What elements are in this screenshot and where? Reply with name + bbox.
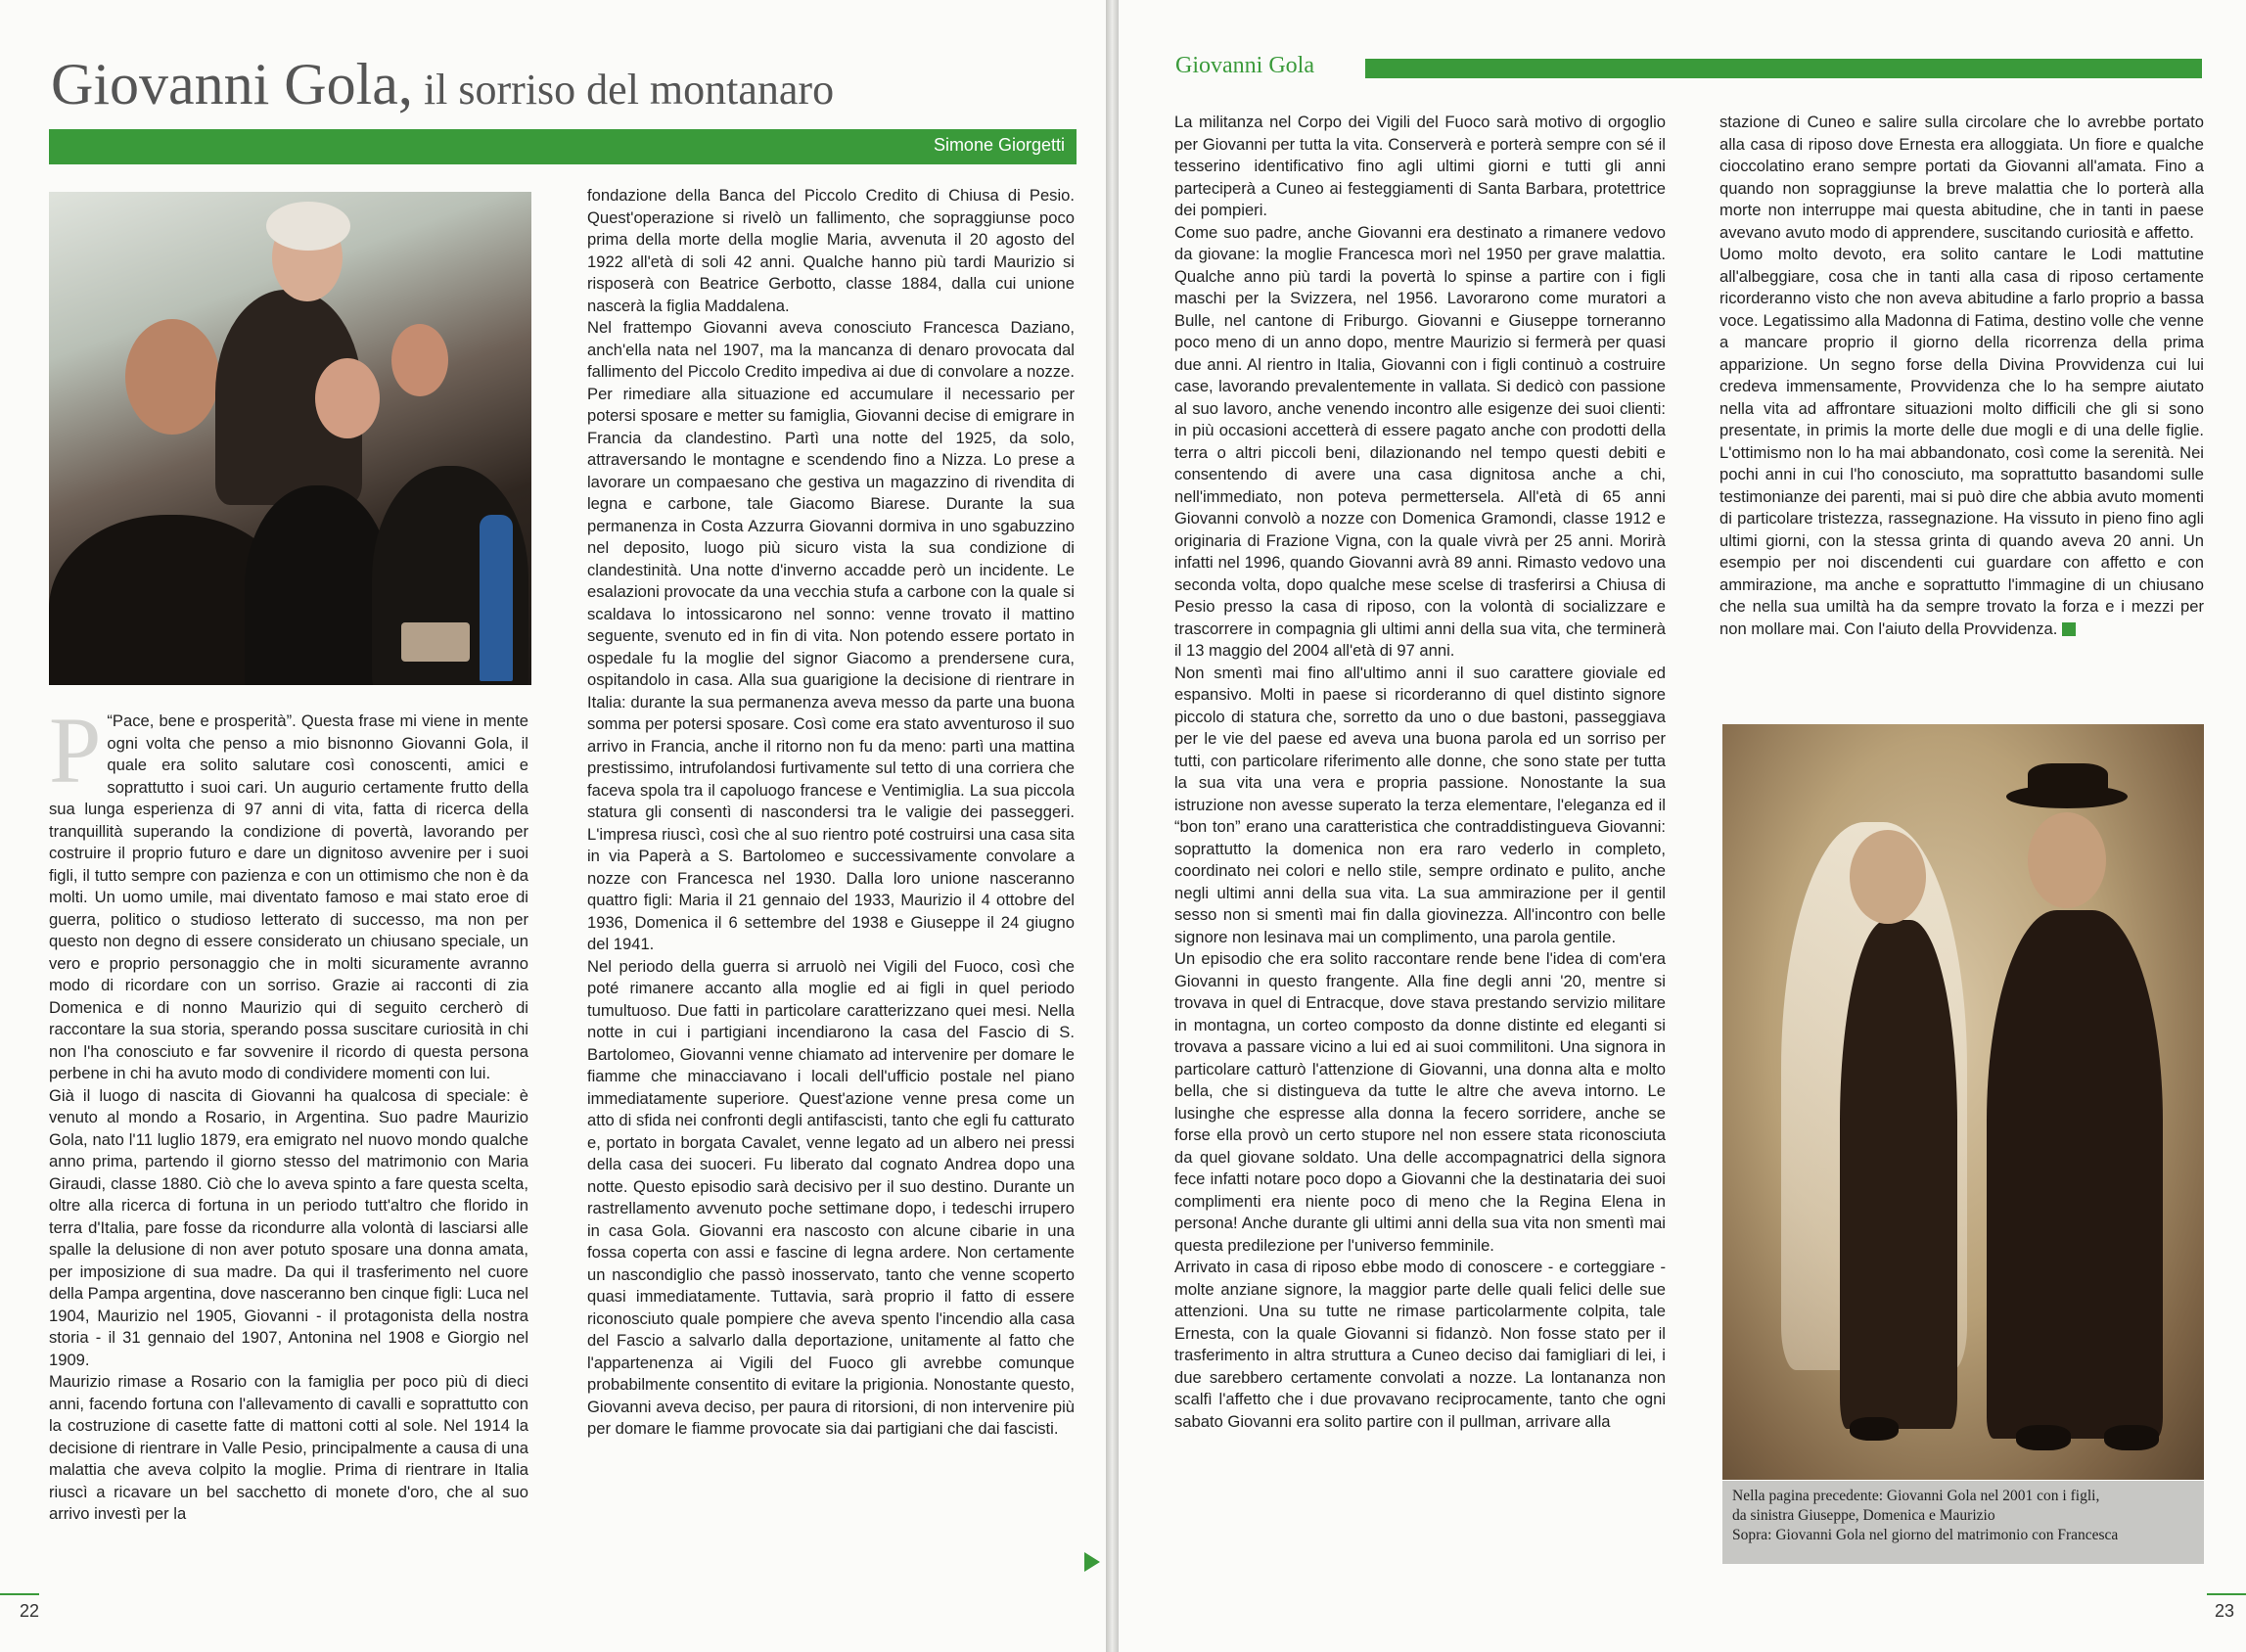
paragraph: Maurizio rimase a Rosario con la famiglia per poco più di dieci anni, facendo fortuna con l'allevamento di cavalli e soprattutto con la costruzione di casette fatte di mattoni cotti al sole. Nel 1914 la decisione di rientrare in Valle Pesio, principalmente a causa di una malattia che aveva colpito la moglie. Prima di rientrare in Italia riuscì a ricavare un bel sacchetto di monete d'oro, che al suo arrivo investì per la xyxy=(49,1372,528,1523)
paragraph: La militanza nel Corpo dei Vigili del Fuoco sarà motivo di orgoglio per Giovanni per tutta la vita. Conserverà e porterà sempre con sé il tesserino identificativo fino agli ultimi giorni e tutti gli anni parteciperà a Cuneo ai festeggiamenti di Santa Barbara, protettrice dei pompieri. xyxy=(1174,113,1666,219)
paragraph: Uomo molto devoto, era solito cantare le Lodi mattutine all'albeggiare, cosa che in tanti alla casa di riposo certamente ricorderanno visto che non aveva abitudine a farlo proprio a bassa voce. Legatissimo alla Madonna di Fatima, destino volle che venne a mancare proprio il giorno della ricorrenza della prima apparizione. Un segno forse della Divina Provvidenza cui lui credeva immensamente, Provvidenza che lo ha sempre aiutato nella vita ad affrontare situazioni molto difficili che gli si sono presentate, in primis la morte delle due mogli e di una delle figlie. L'ottimismo non lo ha mai abbandonato, così come la serenità. Nei pochi anni in cui l'ho conosciuto, ma soprattutto basandomi sulle testimonianze dei parenti, mai si può dire che abbia avuto momenti di particolare tristezza, rassegnazione. Ha vissuto in pieno fino agli ultimi giorni, con la stessa grinta di quando aveva 20 anni. Un esempio per noi discendenti cui guardare con affetto e con ammirazione, ma anche e soprattutto l'immagine di un chiusano che nella sua umiltà ha da sempre trovato la forza e i mezzi per non mollare mai. Con l'aiuto della Provvidenza. xyxy=(1719,245,2204,638)
left-column-2 xyxy=(587,185,1075,1441)
continue-arrow-icon xyxy=(1084,1552,1100,1572)
article-title xyxy=(51,51,834,118)
header-bar xyxy=(1365,59,2202,78)
paragraph: Un episodio che era solito raccontare rende bene l'idea di com'era Giovanni in questo frangente. Alla fine degli anni '20, mentre si trovava in quel di Entracque, dove stava prestando servizio militare in montagna, un corteo composto da donne distinte ed eleganti si trovava a passare vicino a lui ed ai suoi commilitoni. Una signora in particolare catturò l'attenzione di Giovanni, una donna alta e molto bella, che si distingueva da tutte le altre che aveva intorno. Le lusinghe che espresse alla donna la fecero sorridere, anche se forse ella provò un certo stupore nel non essere stata riconosciuta da quel giovane soldato. Una delle accompagnatrici della signora fece infatti notare poco dopo a Giovanni che la destinataria dei suoi complimenti era niente poco di meno che la Regina Elena in persona! Anche durante gli ultimi anni della sua vita non smentì mai questa predilezione per l'universo femminile. xyxy=(1174,949,1666,1255)
page-number: 23 xyxy=(2215,1601,2235,1621)
paragraph: Nel frattempo Giovanni aveva conosciuto Francesca Daziano, anch'ella nata nel 1907, ma la mancanza di denaro provocata dal fallimento del Piccolo Credito impediva ai due di convolare a nozze. Per rimediare alla situazione ed accumulare il necessario per potersi sposare e metter su famiglia, Giovanni decise di emigrare in Francia da clandestino. Partì una notte del 1925, da solo, attraversando le montagne e scendendo fino a Nizza. Lo prese a lavorare un compaesano che gestiva un magazzino di rivendita di legna e carbone, tale Giacomo Biarese. Durante la sua permanenza in Costa Azzurra Giovanni dormiva in uno sgabuzzino nel deposito, luogo più sicuro vista la sua condizione di clandestinità. Una notte d'inverno accadde però un incidente. Le esalazioni provocate da una vecchia stufa a carbone con la quale si scaldava lo intossicarono nel sonno: venne trovato il mattino seguente, svenuto ed in fin di vita. Non potendo essere portato in ospedale fu la moglie del signor Giacomo a prendersene cura, ospitandolo in casa. Alla sua guarigione la decisione di rientrare in Italia: durante la sua permanenza aveva messo da parte una buona somma per potersi sposare. Così come era stato avventuroso il suo arrivo in Francia, anche il ritorno non fu da meno: partì una mattina prestissimo, intrufolandosi furtivamente sul tetto di una corriera che faceva spola tra il capoluogo francese e Ventimiglia. La sua piccola statura gli consentì di nascondersi tra le valigie dei passeggeri. L'impresa riuscì, così che al suo rientro poté costruirsi una casa sita in via Paperà a S. Bartolomeo e successivamente convolare a nozze con Francesca nel 1930. Dalla loro unione nasceranno quattro figli: Maria il 21 gennaio del 1933, Maurizio il 4 ottobre del 1936, Domenica il 6 settembre del 1938 e Giuseppe il 24 giugno del 1941. xyxy=(587,318,1075,953)
caption-line: da sinistra Giuseppe, Domenica e Maurizio xyxy=(1732,1507,1995,1524)
photo-caption xyxy=(1722,1481,2204,1564)
paragraph: Nel periodo della guerra si arruolò nei Vigili del Fuoco, così che poté rimanere accanto alla moglie ed ai figli in quel periodo tumultuoso. Due fatti in particolare caratterizzano quei mesi. Nella notte in cui i partigiani incendiarono la casa del Fascio di S. Bartolomeo, Giovanni venne chiamato ad intervenire per domare le fiamme che minacciavano i locali dell'ufficio postale nel piano immediatamente superiore. Quest'azione venne presa come un atto di sfida nei confronti degli antifascisti, tanto che egli fu catturato e, portato in borgata Cavalet, venne legato ad un albero nei pressi della casa dei suoceri. Fu liberato dal cognato Andrea dopo una notte. Questo episodio sarà decisivo per il suo destino. Durante un rastrellamento avvenuto poche settimane dopo, i tedeschi irrupero in casa Gola. Giovanni era nascosto con alcune cibarie in una fossa coperta con assi e fascine di legna ardere. Non certamente un nascondiglio che passò inosservato, tanto che venne scoperto quasi immediatamente. Tuttavia, sarà proprio il fatto di essere riconosciuto quale pompiere che aveva spento l'incendio alla casa del Fascio a salvarlo dalla deportazione, unitamente al fatto che l'appartenenza ai Vigili del Fuoco gli avrebbe comunque probabilmente consentito di evitare la prigionia. Nonostante questo, Giovanni aveva deciso, per paura di ritorsioni, di non intervenire più per domare le fiamme provocate sia dai partigiani che dai fascisti. xyxy=(587,956,1075,1438)
right-column-1 xyxy=(1174,112,1666,1433)
wedding-photo xyxy=(1722,724,2204,1480)
left-page xyxy=(0,0,1106,1652)
paragraph: Già il luogo di nascita di Giovanni ha qualcosa di speciale: è venuto al mondo a Rosario, in Argentina. Suo padre Maurizio Gola, nato l'11 luglio 1879, era emigrato nel nuovo mondo qualche anno prima, partendo il giorno stesso del matrimonio con Maria Giraudi, classe 1880. Ciò che lo aveva spinto a fare questa scelta, oltre alla ricerca di fortuna in un periodo tutt'altro che florido in terra d'Italia, pare fosse da ricondurre alla volontà di lasciarsi alle spalle la delusione di non aver potuto sposare una donna amata, per imposizione di sua madre. Da qui il trasferimento nel cuore della Pampa argentina, dove nasceranno ben cinque figli: Luca nel 1904, Maurizio nel 1905, Giovanni - il protagonista della nostra storia - il 31 gennaio del 1907, Antonina nel 1908 e Giorgio nel 1909. xyxy=(49,1085,528,1369)
page-number-rule xyxy=(0,1593,39,1595)
paragraph: Arrivato in casa di riposo ebbe modo di conoscere - e corteggiare - molte anziane signore, la maggior parte delle quali felici delle sue attenzioni. Una su tutte ne rimase particolarmente colpita, tale Ernesta, con la quale Giovanni si fidanzò. Non fosse stato per il trasferimento in altra struttura a Cuneo deciso dai famigliari di lei, i due sarebbero certamente convolati a nozze. La lontananza non scalfì l'affetto che i due provavano reciprocamente, tanto che ogni sabato Giovanni era solito partire con il pullman, arrivare alla xyxy=(1174,1258,1666,1431)
page-number-rule xyxy=(2207,1593,2246,1595)
end-of-article-icon xyxy=(2062,622,2076,636)
paragraph: Come suo padre, anche Giovanni era destinato a rimanere vedovo da giovane: la moglie Francesca morì nel 1950 per grave malattia. Qualche anno più tardi la povertà lo spinse a partire con i figli maschi per la Svizzera, nel 1956. Lavorarono come muratori a Bulle, nel cantone di Friburgo. Giovanni e Giuseppe torneranno poco meno di un anno dopo, mentre Maurizio si fermerà per quasi due anni. Al rientro in Italia, Giovanni con i figli continuò a costruire case, lavorando prevalentemente in vallata. Si dedicò con passione al suo lavoro, anche venendo incontro alle esigenze dei suoi clienti: in più occasioni accetterà di essere pagato anche con prodotti della terra o altri piccoli beni, dilazionando nel tempo questi debiti e consentendo di avere una casa dignitosa anche a chi, nell'immediato, non poteva permettersela. All'età di 65 anni Giovanni convolò a nozze con Domenica Gramondi, classe 1912 e originaria di Frazione Vigna, con la quale vivrà per 25 anni. Morirà infatti nel 1996, quando Giovanni avrà 89 anni. Rimasto vedovo una seconda volta, dopo qualche mese scelse di trasferirsi a Chiusa di Pesio presso la casa di riposo, con la volontà di socializzare e trascorrere in compagnia gli ultimi anni della sua vita, che terminerà il 13 maggio del 2004 all'età di 97 anni. xyxy=(1174,222,1666,660)
paragraph: fondazione della Banca del Piccolo Credito di Chiusa di Pesio. Quest'operazione si rivelò un fallimento, che sopraggiunse poco prima della morte della moglie Maria, avvenuta il 20 agosto del 1922 all'età di soli 42 anni. Qualche hanno più tardi Maurizio si risposerà con Beatrice Gerbotto, classe 1884, dalla cui unione nascerà la figlia Maddalena. xyxy=(587,186,1075,315)
paragraph: P “Pace, bene e prosperità”. Questa frase mi viene in mente ogni volta che penso a mio bisnonno Giovanni Gola, il quale era solito salutare così conoscenti, amici e soprattutto i suoi cari. Un augurio certamente frutto della sua lunga esperienza di 97 anni di vita, fatta di ricerca della tranquillità superando la condizione di povertà, lavorando per costruire il proprio futuro e dare un dignitoso avvenire per i suoi figli, il tutto sempre con pazienza e con un ottimismo che non è da molti. Un uomo umile, mai diventato famoso e mai stato eroe di guerra, politico o studioso letterato di successo, ma non per questo non degno di essere considerato un chiusano speciale, un vero e proprio personaggio che in molti sicuramente avranno modo di ricordare con un sorriso. Grazie ai racconti di zia Domenica e di nonno Maurizio qui di seguito cercherò di raccontare la sua storia, sperando possa suscitare curiosità in chi non l'ha conosciuto e far sovvenire il ricordo di questa persona perbene in chi ha avuto modo di condividere momenti con lui. xyxy=(49,698,528,1082)
paragraph: stazione di Cuneo e salire sulla circolare che lo avrebbe portato alla casa di riposo dove Ernesta era alloggiata. Un fiore e qualche cioccolatino erano sempre portati da Giovanni all'amata. Fino a quando non sopraggiunse la breve malattia che lo porterà alla morte non interruppe mai questa abitudine, che in tanti in paese avevano avuto modo di apprendere, suscitando curiosità e affetto. xyxy=(1719,113,2204,242)
family-photo xyxy=(49,192,531,685)
right-column-2 xyxy=(1719,112,2204,640)
title-subtitle: il sorriso del montanaro xyxy=(412,66,835,114)
running-header: Giovanni Gola xyxy=(1175,53,1314,78)
author-bar xyxy=(49,129,1077,164)
paragraph: Non smentì mai fino all'ultimo anni il suo carattere gioviale ed espansivo. Molti in paese si ricorderanno di quel distinto signore piccolo di statura che, sorretto da uno o due bastoni, passeggiava per le vie del paese ed aveva una buona parola ed un sorriso per tutti, con particolare riferimento alle donne, che sono state per tutta la sua vita una vera e propria passione. Nonostante la sua istruzione non avesse superato la terza elementare, l'eleganza ed il “bon ton” erano una caratteristica che contraddistingueva Giovanni: soprattutto la domenica non era raro vederlo in completo, coordinato nei colori e nello stile, sempre ordinato e pulito, anche negli ultimi anni della sua vita. La sua ammirazione per il gentil sesso non si smentì mai fin dalla giovinezza. All'incontro con belle signore non lesinava mai un complimento, una parola gentile. xyxy=(1174,663,1666,946)
caption-line: Nella pagina precedente: Giovanni Gola nel 2001 con i figli, xyxy=(1732,1488,2100,1504)
drop-cap: P xyxy=(49,698,102,803)
title-name: Giovanni Gola, xyxy=(51,52,413,116)
caption-line: Sopra: Giovanni Gola nel giorno del matrimonio con Francesca xyxy=(1732,1527,2119,1543)
book-gutter xyxy=(1106,0,1119,1652)
page-number: 22 xyxy=(20,1601,40,1621)
author-name: Simone Giorgetti xyxy=(933,135,1065,155)
left-column-1 xyxy=(49,698,528,1526)
